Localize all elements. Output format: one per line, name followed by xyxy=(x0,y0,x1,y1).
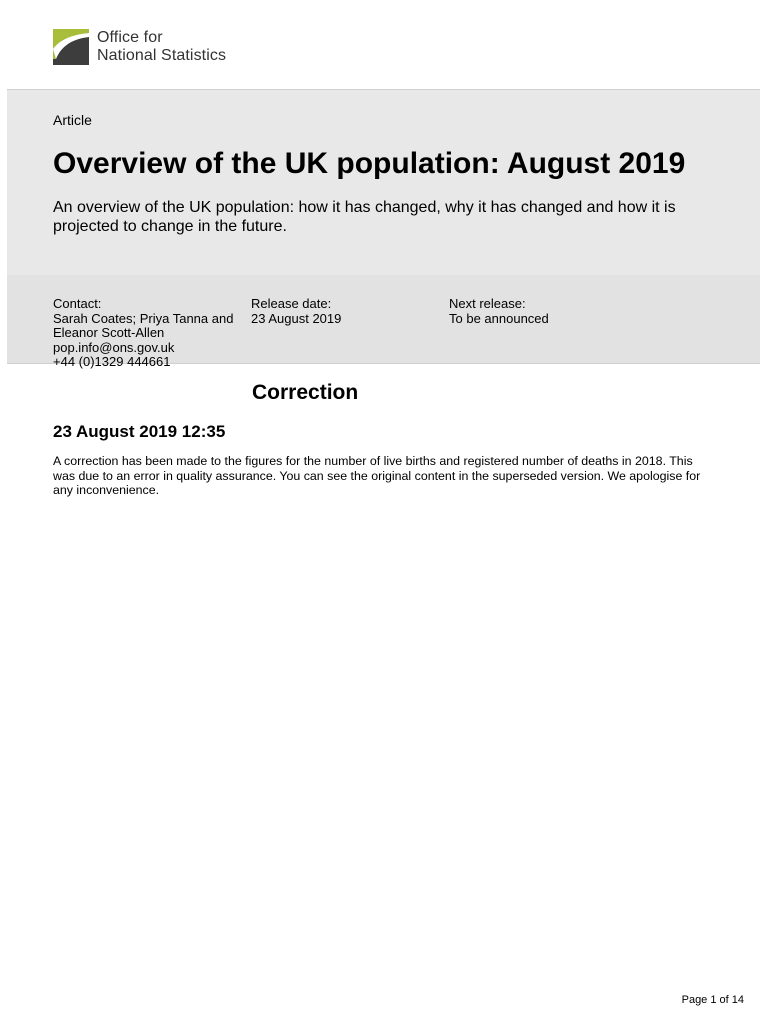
next-release-label: Next release: xyxy=(449,296,526,311)
release-date-label: Release date: xyxy=(251,296,332,311)
contact-block xyxy=(53,297,243,370)
logo-line-1: Office for xyxy=(97,29,163,46)
correction-date: 23 August 2019 12:35 xyxy=(53,422,226,441)
article-hero xyxy=(7,89,760,276)
correction-heading: Correction xyxy=(252,381,359,404)
contact-label: Contact: xyxy=(53,296,102,311)
contact-email-link[interactable]: pop.info@ons.gov.uk xyxy=(53,339,175,355)
page-number: Page 1 of 14 xyxy=(681,994,744,1006)
ons-logo-icon xyxy=(53,29,89,65)
logo-wordmark xyxy=(97,29,226,65)
next-release-block xyxy=(449,297,639,326)
next-release-value: To be announced xyxy=(449,310,549,326)
content-type-label: Article xyxy=(53,112,92,128)
contact-phone: +44 (0)1329 444661 xyxy=(53,354,171,369)
page-title: Overview of the UK population: August 2019 xyxy=(53,147,686,180)
ons-logo[interactable] xyxy=(53,28,226,66)
release-date-value: 23 August 2019 xyxy=(251,310,342,326)
contact-names: Sarah Coates; Priya Tanna and Eleanor Scott-Allen xyxy=(53,310,234,340)
article-summary: An overview of the UK population: how it has changed, why it has changed and how it is projected to change in the future. xyxy=(53,199,676,235)
release-meta xyxy=(7,275,760,369)
logo-line-2: National Statistics xyxy=(97,47,227,64)
correction-notice: A correction has been made to the figures for the number of live births and registered number of deaths in 2018. This was due to an error in quality assurance. You can see the original content in the superseded version. We apologise for any inconvenience. xyxy=(53,454,701,497)
release-date-block xyxy=(251,297,441,326)
